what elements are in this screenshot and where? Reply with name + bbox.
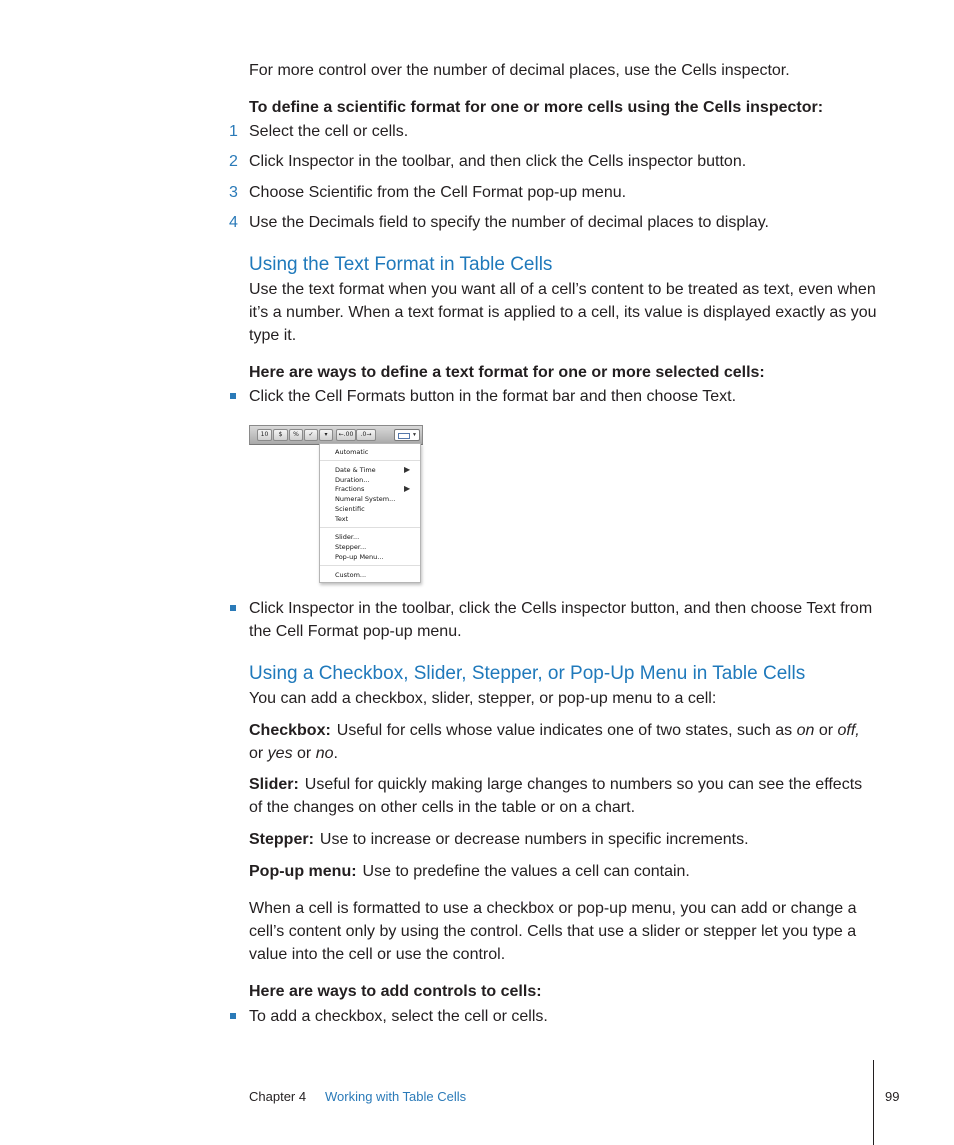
menu-item-stepper: Stepper... — [335, 543, 367, 551]
cell-formats-button: ▾ — [319, 429, 333, 441]
emphasis-text: yes — [267, 745, 293, 762]
footer-chapter-label: Chapter 4 — [249, 1089, 307, 1104]
intro-paragraph: For more control over the number of decimal places, use the Cells inspector. — [249, 62, 790, 79]
menu-item-duration: Duration... — [335, 476, 370, 484]
menu-item-custom: Custom... — [335, 571, 367, 579]
step-number: 2 — [229, 153, 238, 170]
section-heading-text-format: Using the Text Format in Table Cells — [249, 254, 553, 275]
definition-text: or — [249, 745, 268, 762]
menu-item-date-time: Date & Time — [335, 466, 376, 474]
menu-item-scientific: Scientific — [335, 505, 365, 513]
stepper-definition — [249, 828, 879, 851]
chevron-down-icon: ▼ — [412, 432, 417, 438]
menu-item-slider: Slider... — [335, 533, 360, 541]
definition-text: Use to predefine the values a cell can contain. — [362, 863, 690, 880]
page-number: 99 — [885, 1089, 900, 1104]
menu-separator — [320, 460, 420, 461]
step-text: Click Inspector in the toolbar, and then click the Cells inspector button. — [249, 153, 747, 170]
controls-intro: You can add a checkbox, slider, stepper, or pop-up menu to a cell: — [249, 690, 717, 707]
bullet-icon — [230, 1013, 236, 1019]
bullet-text: Click Inspector in the toolbar, click the Cells inspector button, and then choose Text from the Cell Format pop-up menu. — [249, 600, 873, 640]
step-number: 3 — [229, 184, 238, 201]
menu-item-text: Text — [335, 515, 349, 523]
menu-separator — [320, 565, 420, 566]
definition-term: Stepper: — [249, 831, 314, 848]
controls-ways-heading: Here are ways to add controls to cells: — [249, 983, 542, 1000]
definition-text: Useful for cells whose value indicates one of two states, such as — [336, 722, 797, 739]
format-button: 10 — [257, 429, 272, 441]
menu-item-numeral-system: Numeral System... — [335, 495, 396, 503]
footer-chapter-title: Working with Table Cells — [325, 1089, 467, 1104]
step-text: Use the Decimals field to specify the number of decimal places to display. — [249, 214, 769, 231]
section-heading-controls: Using a Checkbox, Slider, Stepper, or Pop-Up Menu in Table Cells — [249, 663, 806, 684]
slider-definition — [249, 773, 879, 819]
definition-text: . — [333, 745, 338, 762]
format-bar — [249, 425, 423, 445]
emphasis-text: on — [796, 722, 815, 739]
emphasis-text: no — [315, 745, 334, 762]
increase-decimals-button: .0→ — [356, 429, 376, 441]
submenu-arrow-icon: ▶ — [404, 484, 411, 493]
percent-button: % — [289, 429, 303, 441]
bullet-icon — [230, 605, 236, 611]
definition-text: or — [292, 745, 316, 762]
definition-term: Slider: — [249, 776, 299, 793]
bullet-text: Click the Cell Formats button in the format bar and then choose Text. — [249, 388, 737, 405]
decrease-decimals-button: ←.00 — [336, 429, 356, 441]
footer-divider — [873, 1060, 874, 1145]
step-text: Select the cell or cells. — [249, 123, 409, 140]
step-number: 1 — [229, 123, 238, 140]
definition-text: Useful for quickly making large changes to numbers so you can see the effects of the changes on other cells in the table or on a chart. — [249, 776, 863, 816]
menu-separator — [320, 527, 420, 528]
popup-definition — [249, 860, 879, 883]
text-format-ways-heading: Here are ways to define a text format for one or more selected cells: — [249, 364, 765, 381]
checkbox-definition — [249, 719, 879, 765]
menu-item-popup-menu: Pop-up Menu... — [335, 553, 384, 561]
step-number: 4 — [229, 214, 238, 231]
step-text: Choose Scientific from the Cell Format pop-up menu. — [249, 184, 627, 201]
definition-term: Checkbox: — [249, 722, 331, 739]
currency-button: $ — [273, 429, 288, 441]
menu-item-automatic: Automatic — [335, 448, 369, 456]
controls-note: When a cell is formatted to use a checkbox or pop-up menu, you can add or change a cell’s content only by using the control. Cells that use a slider or stepper let you type a value into the cell or use the control. — [249, 900, 857, 963]
checkbox-button: ✓ — [304, 429, 318, 441]
menu-item-fractions: Fractions — [335, 485, 365, 493]
definition-text: or — [814, 722, 838, 739]
definition-text: Use to increase or decrease numbers in specific increments. — [319, 831, 749, 848]
bullet-text: To add a checkbox, select the cell or cells. — [249, 1008, 548, 1025]
section-text-format-body: Use the text format when you want all of a cell’s content to be treated as text, even when it’s a number. When a text format is applied to a cell, its value is displayed exactly as you type it. — [249, 281, 877, 344]
scientific-procedure-heading: To define a scientific format for one or more cells using the Cells inspector: — [249, 99, 824, 116]
bullet-icon — [230, 393, 236, 399]
submenu-arrow-icon: ▶ — [404, 465, 411, 474]
definition-term: Pop-up menu: — [249, 863, 357, 880]
table-style-icon — [398, 433, 410, 439]
emphasis-text: off, — [837, 722, 860, 739]
format-bar-screenshot — [249, 425, 423, 585]
cell-formats-menu — [319, 443, 421, 583]
table-style-dropdown — [394, 429, 420, 441]
